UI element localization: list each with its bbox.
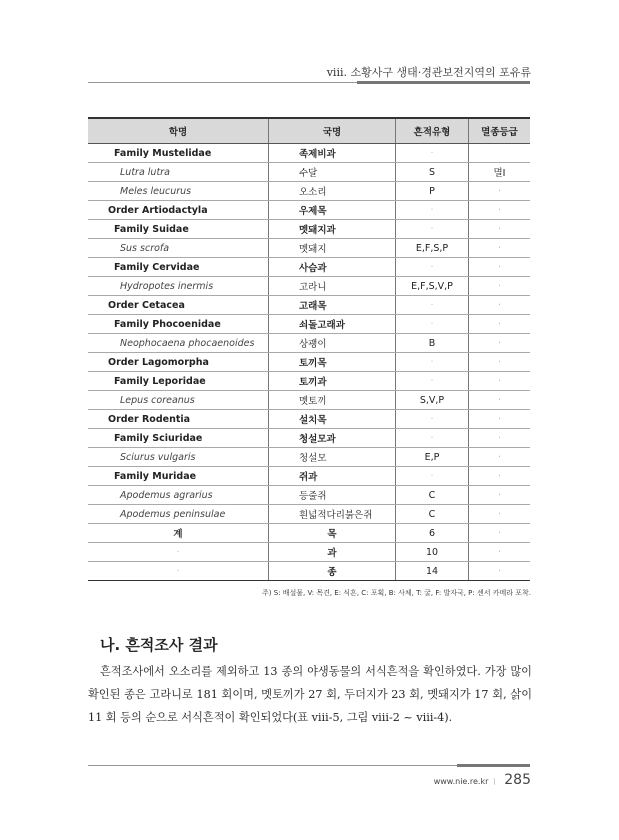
endangered-grade: · (469, 277, 531, 296)
trace-type: C (396, 505, 469, 524)
col-header: 멸종등급 (469, 118, 531, 144)
endangered-grade (469, 144, 531, 163)
table-row (88, 448, 530, 467)
table-row (88, 372, 530, 391)
korean-name: 토끼과 (269, 372, 396, 391)
endangered-grade: · (469, 429, 531, 448)
table-row (88, 144, 530, 163)
endangered-grade: · (469, 201, 531, 220)
table-row (88, 163, 530, 182)
korean-name: 고래목 (269, 296, 396, 315)
trace-type: 6 (396, 524, 469, 543)
scientific-name: Family Muridae (88, 467, 269, 486)
header-accent-bar (357, 81, 530, 84)
korean-name: 우제목 (269, 201, 396, 220)
korean-name: 토끼목 (269, 353, 396, 372)
section-title: 나. 흔적조사 결과 (100, 636, 218, 654)
korean-name: 설치목 (269, 410, 396, 429)
scientific-name: · (88, 562, 269, 581)
trace-type: · (396, 315, 469, 334)
scientific-name: Order Rodentia (88, 410, 269, 429)
table-header-row (88, 118, 530, 144)
scientific-name: Meles leucurus (88, 182, 269, 201)
korean-name: 과 (269, 543, 396, 562)
scientific-name: Hydropotes inermis (88, 277, 269, 296)
korean-name: 수달 (269, 163, 396, 182)
scientific-name: Order Lagomorpha (88, 353, 269, 372)
trace-type: B (396, 334, 469, 353)
trace-type: E,P (396, 448, 469, 467)
trace-type: 14 (396, 562, 469, 581)
korean-name: 멧돼지과 (269, 220, 396, 239)
trace-type: E,F,S,P (396, 239, 469, 258)
endangered-grade: · (469, 182, 531, 201)
trace-type: · (396, 410, 469, 429)
korean-name: 등줄쥐 (269, 486, 396, 505)
trace-type: · (396, 296, 469, 315)
footer-url: www.nie.re.kr (433, 777, 489, 786)
scientific-name: Family Sciuridae (88, 429, 269, 448)
endangered-grade: · (469, 410, 531, 429)
scientific-name: Family Mustelidae (88, 144, 269, 163)
korean-name: 종 (269, 562, 396, 581)
col-header: 흔적유형 (396, 118, 469, 144)
trace-type: S,V,P (396, 391, 469, 410)
trace-type: · (396, 372, 469, 391)
table-row (88, 410, 530, 429)
korean-name: 청설모 (269, 448, 396, 467)
table-row (88, 239, 530, 258)
korean-name: 청설모과 (269, 429, 396, 448)
endangered-grade: · (469, 372, 531, 391)
trace-type: · (396, 144, 469, 163)
korean-name: 고라니 (269, 277, 396, 296)
page-footer (434, 772, 531, 788)
table-row (88, 486, 530, 505)
scientific-name: Family Suidae (88, 220, 269, 239)
korean-name: 쇠돌고래과 (269, 315, 396, 334)
scientific-name: Lutra lutra (88, 163, 269, 182)
endangered-grade: · (469, 524, 531, 543)
korean-name: 사슴과 (269, 258, 396, 277)
table-footnote: 주) S: 배설물, V: 목견, E: 식흔, C: 포획, B: 사체, T: 굴, F: 발자국, P: 센서 카메라 포착. (262, 589, 531, 597)
table-row (88, 562, 530, 581)
footer-accent-bar (457, 764, 530, 767)
table-row (88, 296, 530, 315)
trace-type: · (396, 429, 469, 448)
endangered-grade: · (469, 353, 531, 372)
endangered-grade: · (469, 239, 531, 258)
endangered-grade: · (469, 334, 531, 353)
scientific-name: Neophocaena phocaenoides (88, 334, 269, 353)
scientific-name: Sus scrofa (88, 239, 269, 258)
korean-name: 흰넓적다리붉은쥐 (269, 505, 396, 524)
scientific-name: Sciurus vulgaris (88, 448, 269, 467)
scientific-name: Order Cetacea (88, 296, 269, 315)
table-row (88, 315, 530, 334)
endangered-grade: · (469, 505, 531, 524)
endangered-grade: · (469, 448, 531, 467)
scientific-name: Order Artiodactyla (88, 201, 269, 220)
scientific-name: Family Phocoenidae (88, 315, 269, 334)
trace-type: C (396, 486, 469, 505)
endangered-grade: · (469, 296, 531, 315)
trace-type: S (396, 163, 469, 182)
table-row (88, 258, 530, 277)
scientific-name: · (88, 543, 269, 562)
korean-name: 목 (269, 524, 396, 543)
korean-name: 상괭이 (269, 334, 396, 353)
korean-name: 족제비과 (269, 144, 396, 163)
endangered-grade: 멸Ⅰ (469, 163, 531, 182)
table-row (88, 505, 530, 524)
footer-separator: ㅣ (490, 778, 498, 786)
table-row (88, 277, 530, 296)
scientific-name: Family Cervidae (88, 258, 269, 277)
korean-name: 멧돼지 (269, 239, 396, 258)
table-row (88, 543, 530, 562)
trace-type: P (396, 182, 469, 201)
col-header: 국명 (269, 118, 396, 144)
mammal-species-table (88, 117, 530, 581)
korean-name: 쥐과 (269, 467, 396, 486)
table-row (88, 201, 530, 220)
endangered-grade: · (469, 562, 531, 581)
trace-type: · (396, 353, 469, 372)
endangered-grade: · (469, 258, 531, 277)
endangered-grade: · (469, 391, 531, 410)
table-row (88, 353, 530, 372)
scientific-name: Apodemus peninsulae (88, 505, 269, 524)
scientific-name: 계 (88, 524, 269, 543)
trace-type: · (396, 258, 469, 277)
trace-type: 10 (396, 543, 469, 562)
table-row (88, 182, 530, 201)
col-header: 학명 (88, 118, 269, 144)
table-row (88, 334, 530, 353)
table-row (88, 220, 530, 239)
korean-name: 오소리 (269, 182, 396, 201)
trace-type: · (396, 201, 469, 220)
table-row (88, 467, 530, 486)
table-row (88, 391, 530, 410)
trace-type: · (396, 220, 469, 239)
running-header: viii. 소황사구 생태·경관보전지역의 포유류 (326, 66, 531, 79)
endangered-grade: · (469, 315, 531, 334)
scientific-name: Apodemus agrarius (88, 486, 269, 505)
trace-type: E,F,S,V,P (396, 277, 469, 296)
endangered-grade: · (469, 467, 531, 486)
korean-name: 멧토끼 (269, 391, 396, 410)
endangered-grade: · (469, 486, 531, 505)
body-paragraph: 흔적조사에서 오소리를 제외하고 13 종의 야생동물의 서식흔적을 확인하였다. 가장 많이 확인된 종은 고라니로 181 회이며, 멧토끼가 27 회, 두더지가 23 회, 멧돼지가 17 회, 삵이 11 회 등의 순으로 서식흔적이 확인되었다(표 ⅷ-5, 그림 ⅷ-2 ~ ⅷ-4). (88, 665, 532, 724)
page-number: 285 (504, 772, 531, 788)
scientific-name: Family Leporidae (88, 372, 269, 391)
endangered-grade: · (469, 543, 531, 562)
table-row (88, 524, 530, 543)
endangered-grade: · (469, 220, 531, 239)
trace-type: · (396, 467, 469, 486)
scientific-name: Lepus coreanus (88, 391, 269, 410)
table-row (88, 429, 530, 448)
